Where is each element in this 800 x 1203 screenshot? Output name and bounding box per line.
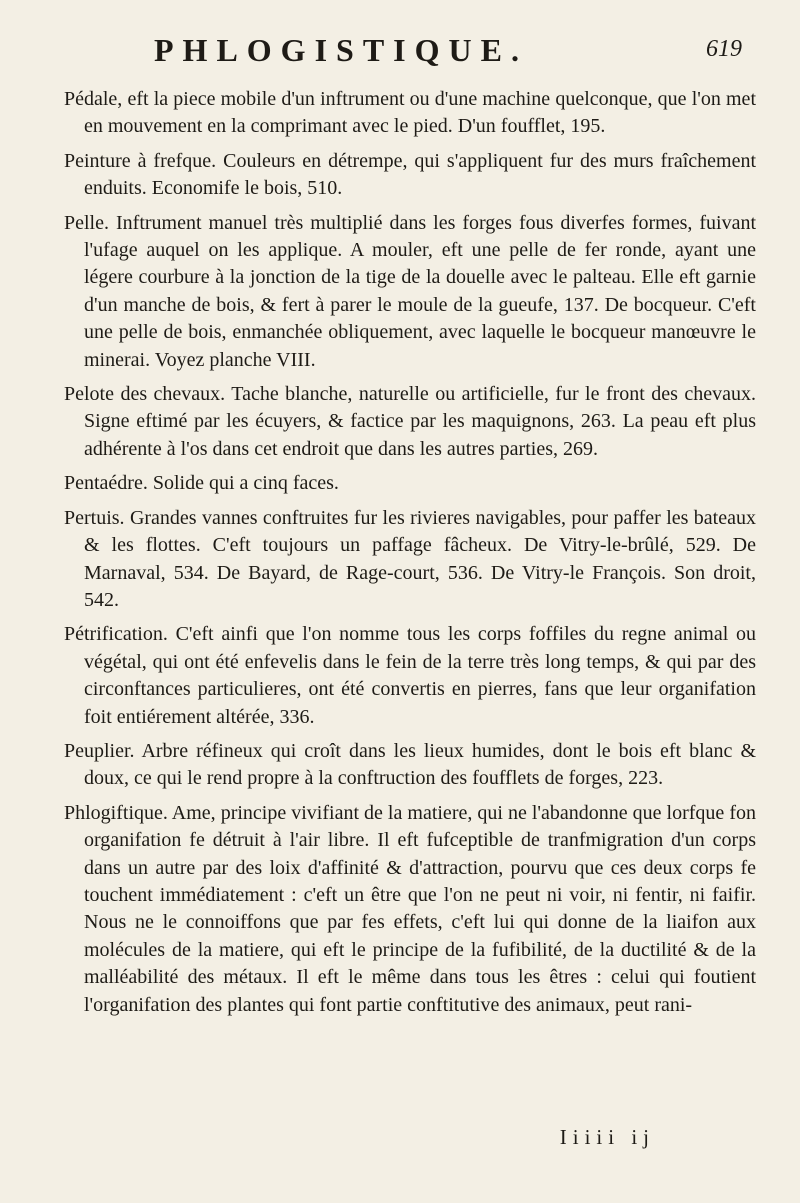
glossary-entry bbox=[64, 505, 756, 615]
entry-term: Pelle. bbox=[64, 211, 109, 234]
entry-text: C'eft ainfi que l'on nomme tous les corps foffiles du regne animal ou végétal, qui ont été enfevelis dans le fein de la terre très long temps, & qui par des circonftances particulieres, ont été convertis en pierres, fans que leur organifation foit entiérement altérée, 336. bbox=[84, 623, 756, 728]
page-header bbox=[64, 18, 756, 74]
glossary-entry bbox=[64, 210, 756, 374]
entry-text: Inftrument manuel très multiplié dans les forges fous diverfes formes, fuivant l'ufage auquel on les applique. A mouler, eft une pelle de fer ronde, ayant une légere courbure à la jonction de la tige de la douelle avec le palteau. Elle eft garnie d'un manche de bois, & fert à parer le moule de la gueufe, 137. De bocqueur. C'eft une pelle de bois, enmanchée obliquement, avec laquelle le bocqueur manœuvre le minerai. Voyez planche VIII. bbox=[84, 211, 756, 371]
entry-term: Peuplier. bbox=[64, 739, 135, 762]
entry-text: Arbre réfineux qui croît dans les lieux humides, dont le bois eft blanc & doux, ce qui le rend propre à la conftruction des foufflets de forges, 223. bbox=[84, 739, 756, 790]
entry-term: Peinture à frefque. bbox=[64, 149, 217, 172]
entry-text: Couleurs en détrempe, qui s'appliquent fur des murs fraîchement enduits. Economife le bois, 510. bbox=[84, 149, 757, 200]
entry-text: Ame, principe vivifiant de la matiere, qui ne l'abandonne que lorfque fon organifation fe détruit à l'air libre. Il eft fufceptible de tranfmigration d'un corps dans un autre par des loix d'affinité & d'attraction, pourvu que ces deux corps fe touchent immédiatement : c'eft un être que l'on ne peut ni voir, ni fentir, ni faifir. Nous ne le connoiffons que par fes effets, c'eft lui qui donne de la liaifon aux molécules de la matiere, qui eft le principe de la fufibilité, de la ductilité & de la malléabilité des métaux. Il eft le même dans tous les êtres : celui qui foutient l'organifation des plantes qui font partie conftitutive des animaux, peut rani- bbox=[84, 801, 756, 1016]
glossary-entry bbox=[64, 738, 756, 793]
glossary-entry bbox=[64, 621, 756, 731]
glossary-entry bbox=[64, 800, 756, 1019]
entry-text: Grandes vannes conftruites fur les rivieres navigables, pour paffer les bateaux & les flottes. C'eft toujours un paffage fâcheux. De Vitry-le-brûlé, 529. De Marnaval, 534. De Bayard, de Rage-court, 536. De Vitry-le François. Son droit, 542. bbox=[84, 506, 756, 611]
glossary-entry bbox=[64, 381, 756, 463]
entry-text: Solide qui a cinq faces. bbox=[147, 472, 339, 495]
entry-text: Tache blanche, naturelle ou artificielle, fur le front des chevaux. Signe eftimé par les écuyers, & factice par les maquignons, 263. La peau eft plus adhérente à l'os dans cet endroit que dans les autres parties, 269. bbox=[84, 383, 757, 460]
entry-term: Phlogiftique. bbox=[64, 801, 168, 824]
glossary-entry bbox=[64, 86, 756, 141]
entry-term: Pédale, bbox=[64, 88, 123, 110]
entry-text: eft la piece mobile d'un inftrument ou d'une machine quelconque, que l'on met en mouvement en la comprimant avec le pied. D'un foufflet, 195. bbox=[84, 88, 756, 138]
glossary-entry bbox=[64, 470, 756, 497]
entry-term: Pertuis. bbox=[64, 506, 125, 529]
signature-mark: Iiiii ij bbox=[559, 1125, 655, 1149]
running-title: PHLOGISTIQUE. bbox=[154, 32, 528, 68]
glossary-entries bbox=[64, 86, 756, 1019]
entry-term: Pentaédre. bbox=[64, 472, 148, 495]
page-number: 619 bbox=[706, 36, 742, 62]
entry-term: Pétrification. bbox=[64, 623, 168, 646]
entry-term: Pelote des chevaux. bbox=[64, 383, 226, 406]
glossary-entry bbox=[64, 148, 756, 203]
